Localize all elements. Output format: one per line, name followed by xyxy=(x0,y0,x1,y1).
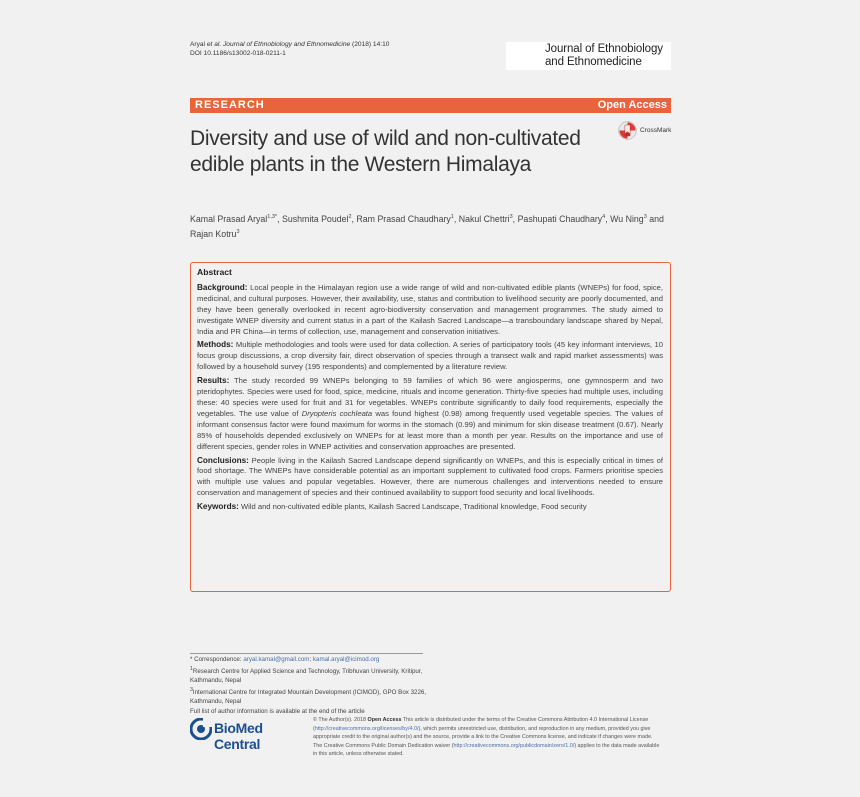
publisher-name: BioMed Central xyxy=(214,720,263,752)
abstract-box xyxy=(190,262,671,592)
citation-authors: Aryal xyxy=(190,41,207,48)
journal-name-line1: Journal of Ethnobiology xyxy=(545,43,663,55)
biomed-central-logo[interactable] xyxy=(190,718,305,752)
abstract-keywords: Keywords: Wild and non-cultivated edible plants, Kailash Sacred Landscape, Traditional knowledge, Food security xyxy=(197,502,587,512)
footnote-divider xyxy=(190,653,423,654)
affiliation: $^1$Research Centre for Applied Science and Technology, Tribhuvan University, Kritipur, Kathmandu, Nepal xyxy=(190,665,423,685)
crossmark-label: CrossMark xyxy=(640,127,672,134)
license-link[interactable]: http://creativecommons.org/licenses/by/4.0/ xyxy=(314,725,419,732)
author[interactable]: Sushmita Poudel$^2$ xyxy=(281,214,352,224)
correspondence: * Correspondence: aryal.kamal@gmail.com; kamal.aryal@icimod.org xyxy=(190,656,380,663)
author-list: Kamal Prasad Aryal$^{1,3*}$, Sushmita Poudel$^2$, Ram Prasad Chaudhary$^1$, Nakul Chettri$^3$, Pashupati Chaudhary$^4$, Wu Ning$^3$ and Rajan Kotru$^3$ xyxy=(190,214,664,239)
abstract-conclusions: Conclusions: People living in the Kailash Sacred Landscape depend significantly on WNEPs, and this is especially critical in times of food shortage. The WNEPs have considerable potential as an important supplement to cultivated food crops. Farmers prioritise species with multiple use values and popular vegetables. However, there are numerous challenges and interventions needed to ensure conservation and management of species and their continued availability to support food security and local livelihoods. xyxy=(197,455,663,498)
license-statement: © The Author(s). 2018 Open Access This article is distributed under the terms of the Creative Commons Attribution 4.0 International License (http://creativecommons.org/licenses/by/4.0/), which permits unrestricted use, distribution, and reproduction in any medium, provided you give appropriate credit to the original author(s) and the source, provide a link to the Creative Commons license, and indicate if changes were made. The Creative Commons Public Domain Dedication waiver (http://creativecommons.org/publicdomain/zero/1.0/) applies to the data made available in this article, unless otherwise stated. xyxy=(313,717,660,758)
citation-etal: et al. xyxy=(206,41,222,48)
affiliation: $^3$International Centre for Integrated Mountain Development (ICIMOD), GPO Box 3226, Kathmandu, Nepal xyxy=(190,686,427,706)
citation-year: (2018) 14:10 xyxy=(350,41,390,48)
author[interactable]: Pashupati Chaudhary$^4$ xyxy=(517,214,606,224)
journal-logo xyxy=(545,43,663,69)
author[interactable]: Kamal Prasad Aryal$^{1,3*}$ xyxy=(190,214,278,224)
abstract-heading: Abstract xyxy=(197,267,232,277)
article-title: Diversity and use of wild and non-cultivated edible plants in the Western Himalaya xyxy=(190,127,581,176)
waiver-link[interactable]: http://creativecommons.org/publicdomain/zero/1.0/ xyxy=(453,742,575,749)
crossmark-button[interactable] xyxy=(618,121,678,141)
abstract-results: Results: The study recorded 99 WNEPs belonging to 59 families of which 96 were angiosperms, one gymnosperm and two pteridophytes. Species were used for food, spice, medicine, rituals and income generation. Thirty-five species had multiple uses, including these: 40 species were used for fruit and 31 for vegetables. WNEPs contribute significantly to daily food requirements, especially the vegetables. The use value of Dryopteris cochleata was found highest (0.98) among frequently used vegetable species. The values of informant consensus factor were found maximum for worms in the stomach (0.99) and minimum for skin disease treatment (0.67). Nearly 85% of households depended exclusively on WNEPs for at least more than a month per year. Results on the importance and use of different species, gender roles in WNEP activities and conservation approaches are presented. xyxy=(197,376,663,451)
article-type-banner xyxy=(190,98,671,113)
article-category: RESEARCH xyxy=(195,99,265,111)
author[interactable]: Nakul Chettri$^3$ xyxy=(458,214,513,224)
journal-name-line2: and Ethnomedicine xyxy=(545,56,642,68)
abstract-background: Background: Local people in the Himalayan region use a wide range of wild and non-cultivated edible plants (WNEPs) for food, spice, medicinal, and cultural purposes. However, their availability, use, status and contribution to livelihood security are poorly documented, and they have been generally overlooked in recent agro-biodiversity conservation and management programmes. The study aimed to investigate WNEP diversity and current status in a part of the Kailash Sacred Landscape—a transboundary landscape shared by Nepal, India and PR China—in terms of collection, use, management and conservation initiatives. xyxy=(197,282,663,336)
citation-journal: Journal of Ethnobiology and Ethnomedicine xyxy=(221,41,351,48)
email-link[interactable]: aryal.kamal@gmail.com xyxy=(243,656,310,663)
citation-header xyxy=(190,40,389,58)
abstract-methods: Methods: Multiple methodologies and tools were used for data collection. A series of participatory tools (45 key informant interviews, 10 focus group discussions, a crop diversity fair, direct observation of species through a transect walk and rapid market assessments) was followed by a household survey (195 respondents) and complemented by a literature review. xyxy=(197,340,663,372)
biomed-central-icon xyxy=(190,718,212,740)
author[interactable]: Wu Ning$^3$ xyxy=(610,214,647,224)
author[interactable]: Rajan Kotru$^3$ xyxy=(190,229,240,239)
footnotes xyxy=(190,655,430,716)
crossmark-icon xyxy=(618,121,637,140)
citation-line xyxy=(190,40,389,49)
author-info-note: Full list of author information is available at the end of the article xyxy=(190,707,365,715)
email-link[interactable]: kamal.aryal@icimod.org xyxy=(312,656,380,663)
author[interactable]: Ram Prasad Chaudhary$^1$ xyxy=(356,214,454,224)
open-access-label: Open Access xyxy=(597,99,667,111)
doi[interactable]: DOI 10.1186/s13002-018-0211-1 xyxy=(190,50,286,57)
